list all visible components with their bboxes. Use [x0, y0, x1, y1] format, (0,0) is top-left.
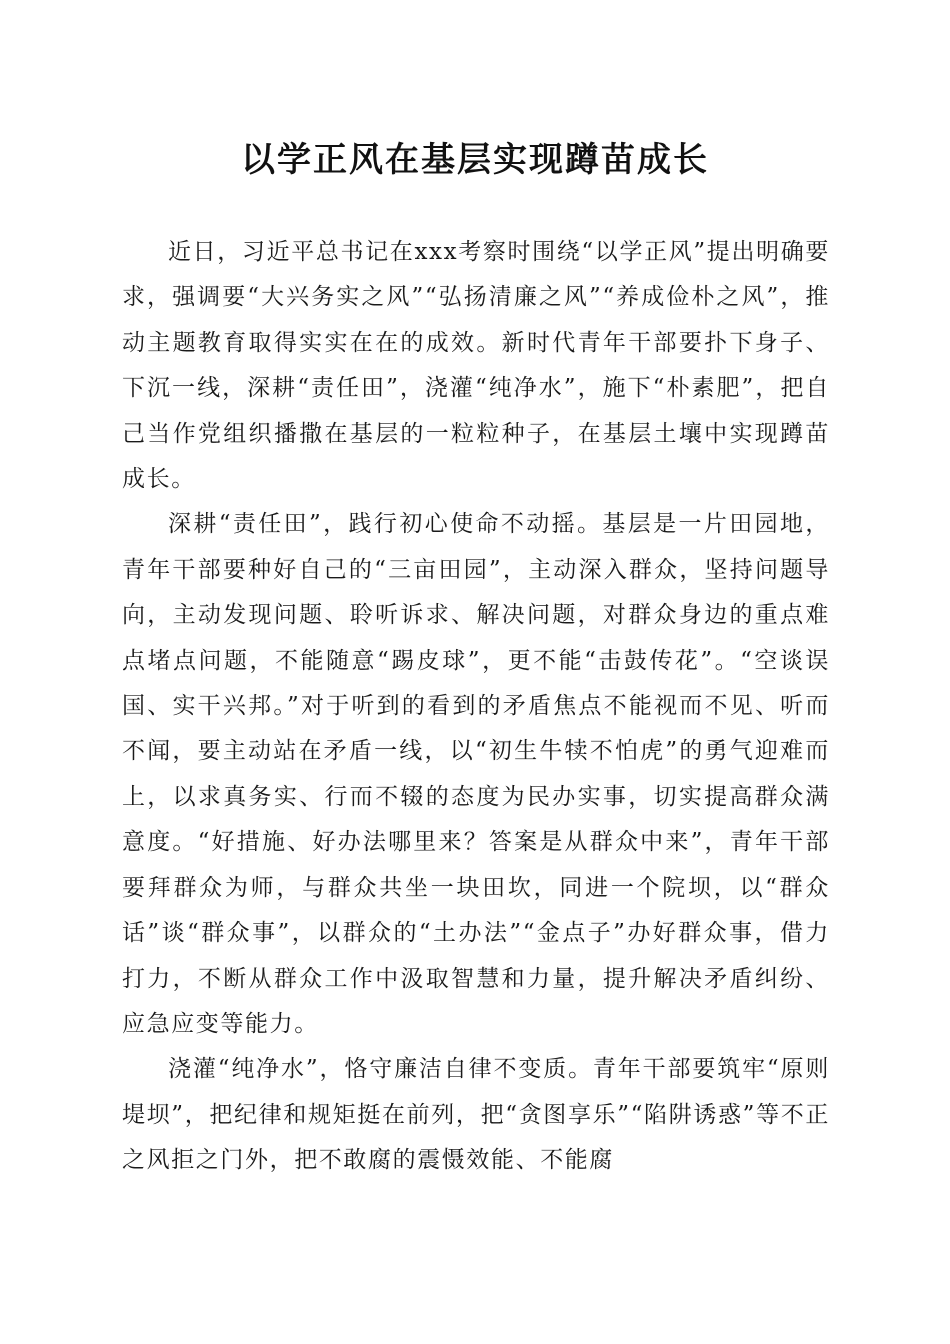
paragraph-intro: 近日，习近平总书记在xxx考察时围绕“以学正风”提出明确要求，强调要“大兴务实之风”“弘扬清廉之风”“养成俭朴之风”，推动主题教育取得实实在在的成效。新时代青年干部要扑下身子、下沉一线，深耕“责任田”，浇灌“纯净水”，施下“朴素肥”，把自己当作党组织播撒在基层的一粒粒种子，在基层土壤中实现蹲苗成长。	[122, 239, 830, 493]
paragraph-responsibility: 深耕“责任田”，践行初心使命不动摇。基层是一片田园地，青年干部要种好自己的“三亩田园”，主动深入群众，坚持问题导向，主动发现问题、聆听诉求、解决问题，对群众身边的重点难点堵点问题，不能随意“踢皮球”，更不能“击鼓传花”。“空谈误国、实干兴邦。”对于听到的看到的矛盾焦点不能视而不见、听而不闻，要主动站在矛盾一线，以“初生牛犊不怕虎”的勇气迎难而上，以求真务实、行而不辍的态度为民办实事，切实提高群众满意度。“好措施、好办法哪里来？答案是从群众中来”，青年干部要拜群众为师，与群众共坐一块田坎，同进一个院坝，以“群众话”谈“群众事”，以群众的“土办法”“金点子”办好群众事，借力打力，不断从群众工作中汲取智慧和力量，提升解决矛盾纠纷、应急应变等能力。	[122, 511, 830, 1037]
document-body	[122, 230, 830, 1184]
document-title: 以学正风在基层实现蹲苗成长	[241, 140, 709, 180]
paragraph-integrity: 浇灌“纯净水”，恪守廉洁自律不变质。青年干部要筑牢“原则堤坝”，把纪律和规矩挺在前列，把“贪图享乐”“陷阱诱惑”等不正之风拒之门外，把不敢腐的震慑效能、不能腐	[122, 1056, 830, 1174]
